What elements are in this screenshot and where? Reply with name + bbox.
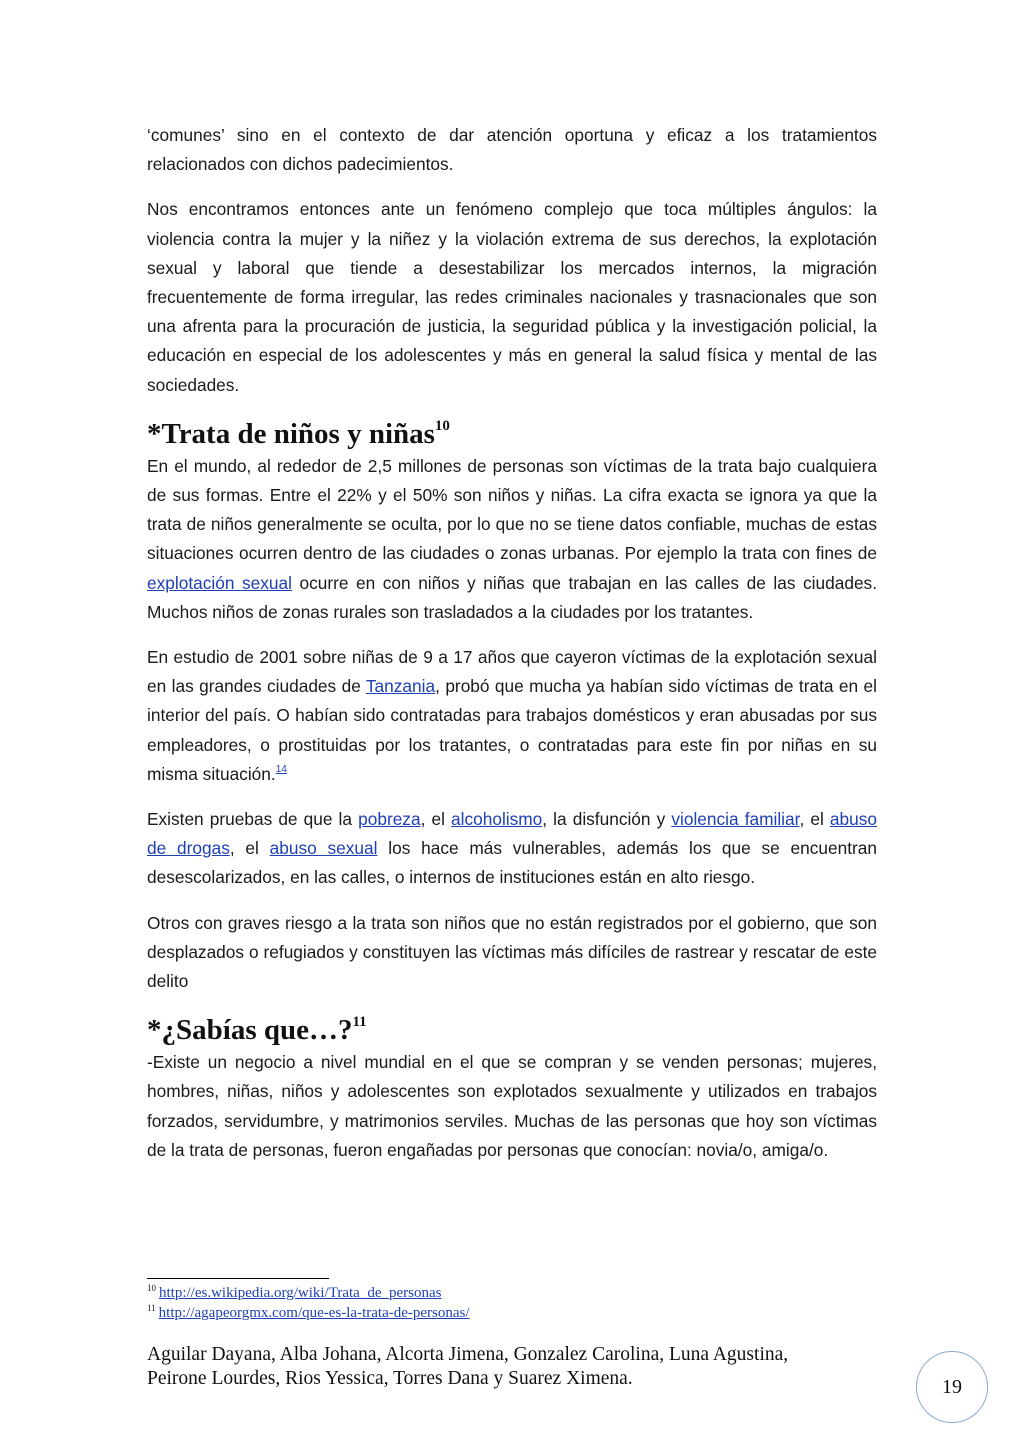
footnote-number: 10 [147,1283,156,1293]
text: , el [799,809,830,830]
footnote-divider [147,1278,329,1279]
paragraph [147,643,877,789]
page-number [916,1351,988,1423]
text: los hace más vulnerables, además los que se encuentran desescolarizados, en las calles, o internos de instituciones están en alto riesgo. [147,838,877,888]
footnote-11 [147,1303,877,1323]
text: , la disfunción y [542,809,672,830]
footnote-ref-10: 10 [434,417,450,434]
text: , el [229,838,270,859]
text: Existen pruebas de que la [147,809,359,830]
paragraph [147,805,877,893]
document-body [147,121,877,1181]
link-tanzania[interactable]: Tanzania [365,676,436,697]
heading-text: *Trata de niños y niñas [147,417,435,450]
paragraph: ‘comunes’ sino en el contexto de dar atención oportuna y eficaz a los tratamientos relacionados con dichos padecimientos. [147,125,877,175]
link-abuso-de-drogas[interactable]: abuso de drogas [147,809,877,859]
footnote-link-agape[interactable]: http://agapeorgmx.com/que-es-la-trata-de-personas/ [158,1305,470,1321]
footnote-number: 11 [147,1303,156,1313]
link-alcoholismo[interactable]: alcoholismo [451,809,543,830]
authors-footer [147,1343,887,1391]
footnote-ref-11: 11 [352,1014,367,1031]
footnotes [147,1278,877,1323]
text: , el [420,809,452,830]
text: En el mundo, al rededor de 2,5 millones de personas son víctimas de la trata bajo cualquiera de sus formas. Entre el 22% y el 50% son niños y niñas. La cifra exacta se ignora ya que la trata de niños generalmente se oculta, por lo que no se tiene datos confiable, muchas de estas situaciones ocurren dentro de las ciudades o zonas urbanas. Por ejemplo la trata con fines de [147,455,877,564]
link-explotacion-sexual[interactable]: explotación sexual [147,572,292,593]
text: En estudio de 2001 sobre niñas de 9 a 17 años que cayeron víctimas de la explotación sexual en las grandes ciudades de [147,647,877,697]
link-violencia-familiar[interactable]: violencia familiar [671,809,800,830]
footnote-ref-14[interactable]: 14 [275,763,287,775]
paragraph [147,452,877,627]
section-heading-trata-ninos [147,416,877,452]
text: , probó que mucha ya habían sido víctimas de trata en el interior del país. O habían sido contratadas para trabajos domésticos y eran abusadas por sus empleadores, o prostituidas por los tratantes, o contratadas para este fin por niñas en su misma situación. [147,676,878,784]
paragraph: Otros con graves riesgo a la trata son niños que no están registrados por el gobierno, que son desplazados o refugiados y constituyen las víctimas más difíciles de rastrear y rescatar de este delito [147,912,877,992]
authors-line: Aguilar Dayana, Alba Johana, Alcorta Jimena, Gonzalez Carolina, Luna Agustina, [147,1344,789,1365]
section-heading-sabias-que [147,1012,877,1048]
link-pobreza[interactable]: pobreza [358,809,421,830]
text: ocurre en con niños y niñas que trabajan en las calles de las ciudades. Muchos niños de zonas rurales son trasladados a la ciudades por los tratantes. [147,572,877,622]
footnote-10 [147,1283,877,1303]
paragraph: Nos encontramos entonces ante un fenómeno complejo que toca múltiples ángulos: la violencia contra la mujer y la niñez y la violación extrema de sus derechos, la explotación sexual y laboral que tiende a desestabilizar los mercados internos, la migración frecuentemente de forma irregular, las redes criminales nacionales y trasnacionales que son una afrenta para la procuración de justicia, la seguridad pública y la investigación policial, la educación en especial de los adolescentes y más en general la salud física y mental de las sociedades. [147,199,877,395]
authors-line: Peirone Lourdes, Rios Yessica, Torres Dana y Suarez Ximena. [147,1368,633,1389]
link-abuso-sexual[interactable]: abuso sexual [269,838,378,859]
footnote-link-wikipedia[interactable]: http://es.wikipedia.org/wiki/Trata_de_personas [159,1285,442,1301]
paragraph: -Existe un negocio a nivel mundial en el que se compran y se venden personas; mujeres, hombres, niñas, niños y adolescentes son explotados sexualmente y utilizados en trabajos forzados, servidumbre, y matrimonios serviles. Muchas de las personas que hoy son víctimas de la trata de personas, fueron engañadas por personas que conocían: novia/o, amiga/o. [147,1052,877,1160]
page-number-text: 19 [942,1375,962,1398]
heading-text: *¿Sabías que…? [147,1014,353,1047]
